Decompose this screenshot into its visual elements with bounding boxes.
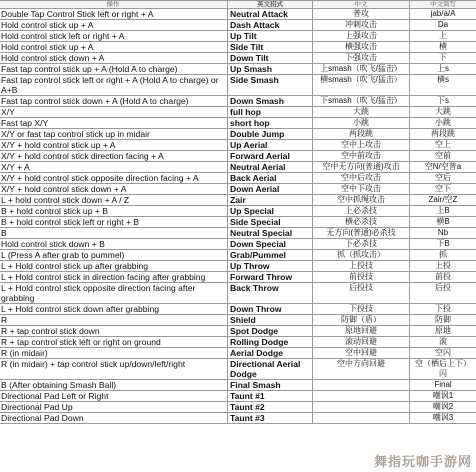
chinese-short-cell: 下投	[410, 304, 476, 315]
english-move-cell: Back Throw	[228, 283, 313, 304]
control-input-cell: Directional Pad Up	[0, 402, 228, 413]
chinese-short-cell: 嘲讽2	[410, 402, 476, 413]
english-move-cell: Double Jump	[228, 129, 313, 140]
chinese-short-cell: 上	[410, 31, 476, 42]
english-move-cell: Neutral Aerial	[228, 162, 313, 173]
english-move-cell: Dash Attack	[228, 20, 313, 31]
english-move-cell: Forward Aerial	[228, 151, 313, 162]
chinese-move-cell: 横强攻击	[313, 42, 410, 53]
chinese-move-cell: 两段跳	[313, 129, 410, 140]
control-input-cell: B + hold control stick left or right + B	[0, 217, 228, 228]
chinese-move-cell: 横smash（吹飞/猛击）	[313, 75, 410, 96]
chinese-short-cell: 原地	[410, 326, 476, 337]
control-input-cell: Directional Pad Left or Right	[0, 391, 228, 402]
table-row	[0, 9, 476, 20]
table-row	[0, 228, 476, 239]
chinese-short-cell: 横s	[410, 75, 476, 96]
table-row	[0, 272, 476, 283]
english-move-cell: Grab/Pummel	[228, 250, 313, 261]
chinese-short-cell: 两段跳	[410, 129, 476, 140]
control-input-cell: Hold control stick down + B	[0, 239, 228, 250]
chinese-short-cell: 横	[410, 42, 476, 53]
english-move-cell: Down Throw	[228, 304, 313, 315]
table-row	[0, 173, 476, 184]
control-input-cell: R (in midair)	[0, 348, 228, 359]
control-input-cell: L + hold control stick down + A / Z	[0, 195, 228, 206]
table-row	[0, 304, 476, 315]
chinese-move-cell: 滚动回避	[313, 337, 410, 348]
control-input-cell: Fast tap control stick left or right + A (Hold A to charge) or A+B	[0, 75, 228, 96]
table-row	[0, 337, 476, 348]
table-row	[0, 31, 476, 42]
chinese-short-cell: 小跳	[410, 118, 476, 129]
english-move-cell: Aerial Dodge	[228, 348, 313, 359]
control-input-cell: Hold control stick up + A	[0, 20, 228, 31]
chinese-short-cell: 嘲讽3	[410, 413, 476, 424]
chinese-move-cell	[313, 380, 410, 391]
chinese-move-cell: 空中方向回避	[313, 359, 410, 380]
control-input-cell: L + Hold control stick down after grabbing	[0, 304, 228, 315]
chinese-short-cell: jab/a/A	[410, 9, 476, 20]
chinese-short-cell: 前投	[410, 272, 476, 283]
english-move-cell: Up Special	[228, 206, 313, 217]
chinese-short-cell: 大跳	[410, 107, 476, 118]
table-row	[0, 151, 476, 162]
table-row	[0, 64, 476, 75]
chinese-move-cell: 小跳	[313, 118, 410, 129]
control-input-cell: R + tap control stick left or right on ground	[0, 337, 228, 348]
english-move-cell: Taunt #1	[228, 391, 313, 402]
english-move-cell: Final Smash	[228, 380, 313, 391]
english-move-cell: Neutral Attack	[228, 9, 313, 20]
english-move-cell: Side Tilt	[228, 42, 313, 53]
table-row	[0, 283, 476, 304]
chinese-short-cell: 横B	[410, 217, 476, 228]
control-input-cell: Fast tap control stick down + A (Hold A to charge)	[0, 96, 228, 107]
table-row	[0, 391, 476, 402]
chinese-short-cell: 嘲讽1	[410, 391, 476, 402]
chinese-move-cell: 抓（抓攻击）	[313, 250, 410, 261]
chinese-short-cell: Da	[410, 20, 476, 31]
english-move-cell: full hop	[228, 107, 313, 118]
chinese-short-cell: Zair/空Z	[410, 195, 476, 206]
table-row	[0, 250, 476, 261]
english-move-cell: Spot Dodge	[228, 326, 313, 337]
chinese-move-cell	[313, 413, 410, 424]
english-move-cell: Up Tilt	[228, 31, 313, 42]
control-input-cell: X/Y + hold control stick down + A	[0, 184, 228, 195]
chinese-move-cell	[313, 391, 410, 402]
chinese-short-cell: 下	[410, 53, 476, 64]
chinese-move-cell: 普攻	[313, 9, 410, 20]
chinese-move-cell: 横必杀技	[313, 217, 410, 228]
english-move-cell: short hop	[228, 118, 313, 129]
control-input-cell: B (After obtaining Smash Ball)	[0, 380, 228, 391]
chinese-short-cell: Final	[410, 380, 476, 391]
chinese-move-cell	[313, 402, 410, 413]
header-cell: 中文	[313, 1, 410, 9]
table-row	[0, 107, 476, 118]
control-input-cell: L + Hold control stick in direction facing after grabbing	[0, 272, 228, 283]
control-input-cell: X/Y	[0, 107, 228, 118]
control-input-cell: Hold control stick down + A	[0, 53, 228, 64]
control-input-cell: Hold control stick left or right + A	[0, 31, 228, 42]
control-input-cell: L + Hold control stick opposite direction facing after grabbing	[0, 283, 228, 304]
chinese-short-cell: 滚	[410, 337, 476, 348]
chinese-move-cell: 空中回避	[313, 348, 410, 359]
english-move-cell: Down Aerial	[228, 184, 313, 195]
chinese-move-cell: 大跳	[313, 107, 410, 118]
control-input-cell: X/Y + hold control stick direction facing + A	[0, 151, 228, 162]
chinese-short-cell: 下s	[410, 96, 476, 107]
chinese-move-cell: 下强攻击	[313, 53, 410, 64]
table-row	[0, 140, 476, 151]
table-row	[0, 129, 476, 140]
chinese-move-cell: 前投技	[313, 272, 410, 283]
chinese-short-cell: 上投	[410, 261, 476, 272]
table-row	[0, 96, 476, 107]
english-move-cell: Side Smash	[228, 75, 313, 96]
control-input-cell: X/Y + hold control stick up + A	[0, 140, 228, 151]
control-input-cell: Directional Pad Down	[0, 413, 228, 424]
english-move-cell: Taunt #2	[228, 402, 313, 413]
table-row	[0, 239, 476, 250]
english-move-cell: Up Smash	[228, 64, 313, 75]
table-row	[0, 402, 476, 413]
english-move-cell: Taunt #3	[228, 413, 313, 424]
control-input-cell: X/Y or fast tap control stick up in midair	[0, 129, 228, 140]
table-row	[0, 118, 476, 129]
chinese-move-cell: 上投技	[313, 261, 410, 272]
chinese-short-cell: 上B	[410, 206, 476, 217]
chinese-move-cell: 上smash（吹飞/猛击）	[313, 64, 410, 75]
table-row	[0, 359, 476, 380]
chinese-short-cell: 空（栖后上下）闪	[410, 359, 476, 380]
control-input-cell: Hold control stick up + A	[0, 42, 228, 53]
chinese-short-cell: 空后	[410, 173, 476, 184]
table-row	[0, 20, 476, 31]
table-row	[0, 217, 476, 228]
chinese-move-cell: 空中抓绳攻击	[313, 195, 410, 206]
chinese-short-cell: 上s	[410, 64, 476, 75]
english-move-cell: Neutral Special	[228, 228, 313, 239]
english-move-cell: Zair	[228, 195, 313, 206]
table-row	[0, 315, 476, 326]
chinese-move-cell: 后投技	[313, 283, 410, 304]
english-move-cell: Up Aerial	[228, 140, 313, 151]
control-input-cell: R	[0, 315, 228, 326]
english-move-cell: Directional Aerial Dodge	[228, 359, 313, 380]
control-input-cell: B + hold control stick up + B	[0, 206, 228, 217]
chinese-short-cell: 空N/空普a	[410, 162, 476, 173]
table-row	[0, 53, 476, 64]
english-move-cell: Rolling Dodge	[228, 337, 313, 348]
header-cell: 操作	[0, 1, 228, 9]
chinese-short-cell: 空上	[410, 140, 476, 151]
chinese-move-cell: 空中无方向(普通)攻击	[313, 162, 410, 173]
chinese-move-cell: 下投技	[313, 304, 410, 315]
chinese-short-cell: 抓	[410, 250, 476, 261]
chinese-short-cell: Nb	[410, 228, 476, 239]
control-input-cell: R + tap control stick down	[0, 326, 228, 337]
table-row	[0, 380, 476, 391]
english-move-cell: Up Throw	[228, 261, 313, 272]
table-row	[0, 162, 476, 173]
chinese-move-cell: 空中前攻击	[313, 151, 410, 162]
chinese-short-cell: 下B	[410, 239, 476, 250]
chinese-move-cell: 上强攻击	[313, 31, 410, 42]
control-input-cell: Fast tap control stick up + A (Hold A to charge)	[0, 64, 228, 75]
control-input-cell: B	[0, 228, 228, 239]
chinese-move-cell: 空中上攻击	[313, 140, 410, 151]
table-row	[0, 348, 476, 359]
control-input-cell: L + Hold control stick up after grabbing	[0, 261, 228, 272]
chinese-move-cell: 冲刺攻击	[313, 20, 410, 31]
chinese-move-cell: 下smash（吹飞/猛击）	[313, 96, 410, 107]
table-row	[0, 261, 476, 272]
english-move-cell: Down Smash	[228, 96, 313, 107]
control-input-cell: X/Y + A	[0, 162, 228, 173]
control-input-cell: R (in midair) + tap control stick up/down/left/right	[0, 359, 228, 380]
chinese-move-cell: 无方向(普通)必杀技	[313, 228, 410, 239]
english-move-cell: Down Tilt	[228, 53, 313, 64]
table-row	[0, 413, 476, 424]
watermark: 舞指玩咖手游网	[373, 454, 472, 469]
chinese-move-cell: 空中后攻击	[313, 173, 410, 184]
table-row	[0, 75, 476, 96]
chinese-short-cell: 空下	[410, 184, 476, 195]
control-input-cell: Double Tap Control Stick left or right + A	[0, 9, 228, 20]
english-move-cell: Back Aerial	[228, 173, 313, 184]
english-move-cell: Side Special	[228, 217, 313, 228]
chinese-short-cell: 后投	[410, 283, 476, 304]
control-input-cell: L (Press A after grab to pummel)	[0, 250, 228, 261]
header-cell: 英文招式	[228, 1, 313, 9]
chinese-move-cell: 上必杀技	[313, 206, 410, 217]
chinese-move-cell: 原地回避	[313, 326, 410, 337]
chinese-short-cell: 防御	[410, 315, 476, 326]
table-row	[0, 326, 476, 337]
chinese-move-cell: 防御（盾）	[313, 315, 410, 326]
english-move-cell: Forward Throw	[228, 272, 313, 283]
control-input-cell: X/Y + hold control stick opposite direction facing + A	[0, 173, 228, 184]
english-move-cell: Shield	[228, 315, 313, 326]
chinese-short-cell: 空闪	[410, 348, 476, 359]
table-row	[0, 184, 476, 195]
table-row	[0, 206, 476, 217]
moves-table-body	[0, 1, 476, 424]
table-row	[0, 195, 476, 206]
control-input-cell: Fast tap X/Y	[0, 118, 228, 129]
chinese-move-cell: 下必杀技	[313, 239, 410, 250]
english-move-cell: Down Special	[228, 239, 313, 250]
chinese-move-cell: 空中下攻击	[313, 184, 410, 195]
chinese-short-cell: 空前	[410, 151, 476, 162]
header-row	[0, 1, 476, 9]
header-cell: 中文简写	[410, 1, 476, 9]
table-row	[0, 42, 476, 53]
